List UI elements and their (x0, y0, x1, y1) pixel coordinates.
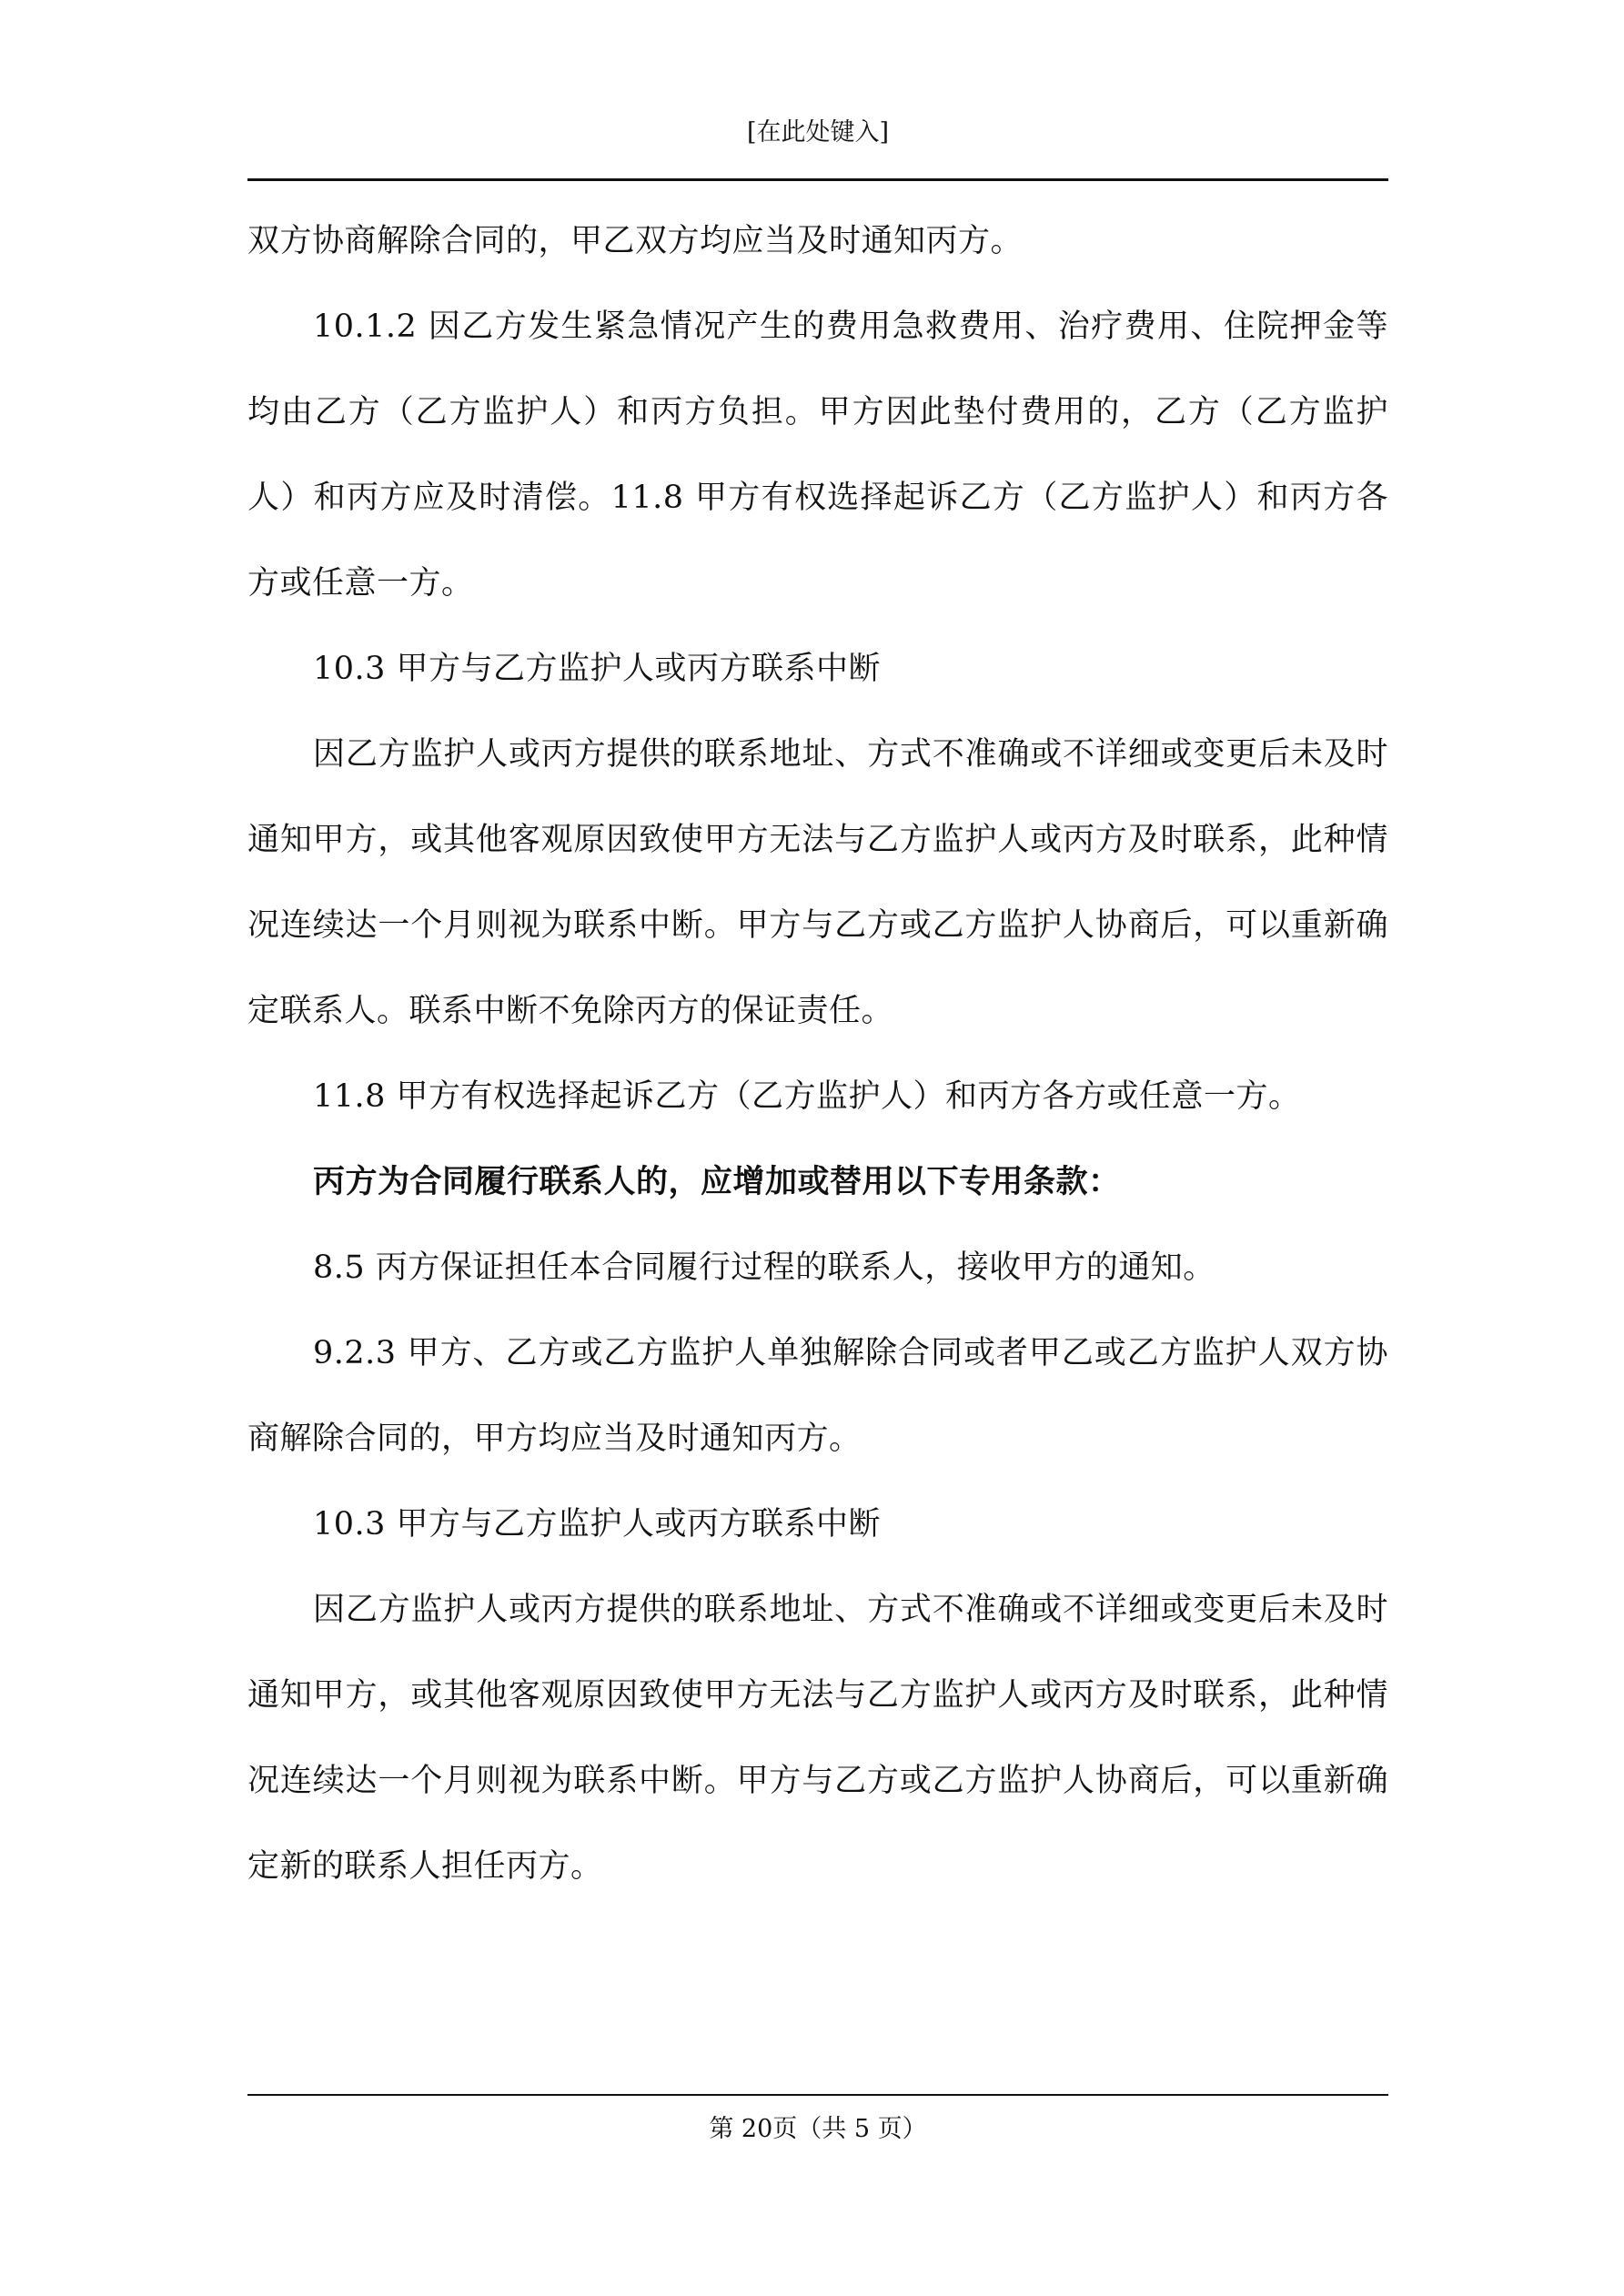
paragraph: 双方协商解除合同的，甲乙双方均应当及时通知丙方。 (247, 223, 1024, 259)
header-divider (247, 178, 1388, 181)
special-clause-heading: 丙方为合同履行联系人的，应增加或替用以下专用条款： (313, 1163, 1121, 1200)
page-number: 第 20页（共 5 页） (709, 2115, 927, 2143)
paragraph: 9.2.3 甲方、乙方或乙方监护人单独解除合同或者甲乙或乙方监护人双方协商解除合同的，甲方均应当及时通知丙方。 (247, 1335, 1388, 1457)
document-body (247, 198, 1388, 1909)
paragraph: 因乙方监护人或丙方提供的联系地址、方式不准确或不详细或变更后未及时通知甲方，或其他客观原因致使甲方无法与乙方监护人或丙方及时联系，此种情况连续达一个月则视为联系中断。甲方与乙方或乙方监护人协商后，可以重新确定新的联系人担任丙方。 (247, 1592, 1388, 1885)
paragraph: 11.8 甲方有权选择起诉乙方（乙方监护人）和丙方各方或任意一方。 (313, 1078, 1301, 1115)
paragraph: 因乙方监护人或丙方提供的联系地址、方式不准确或不详细或变更后未及时通知甲方，或其他客观原因致使甲方无法与乙方监护人或丙方及时联系，此种情况连续达一个月则视为联系中断。甲方与乙方或乙方监护人协商后，可以重新确定联系人。联系中断不免除丙方的保证责任。 (247, 736, 1388, 1029)
section-heading: 10.3 甲方与乙方监护人或丙方联系中断 (313, 651, 882, 687)
paragraph: 8.5 丙方保证担任本合同履行过程的联系人，接收甲方的通知。 (313, 1249, 1215, 1286)
paragraph: 10.1.2 因乙方发生紧急情况产生的费用急救费用、治疗费用、住院押金等均由乙方（乙方监护人）和丙方负担。甲方因此垫付费用的，乙方（乙方监护人）和丙方应及时清偿。11.8 甲方有权选择起诉乙方（乙方监护人）和丙方各方或任意一方。 (247, 308, 1388, 602)
section-heading: 10.3 甲方与乙方监护人或丙方联系中断 (313, 1506, 882, 1542)
footer-divider (247, 2094, 1388, 2096)
page-header: [在此处键入] (746, 118, 890, 147)
